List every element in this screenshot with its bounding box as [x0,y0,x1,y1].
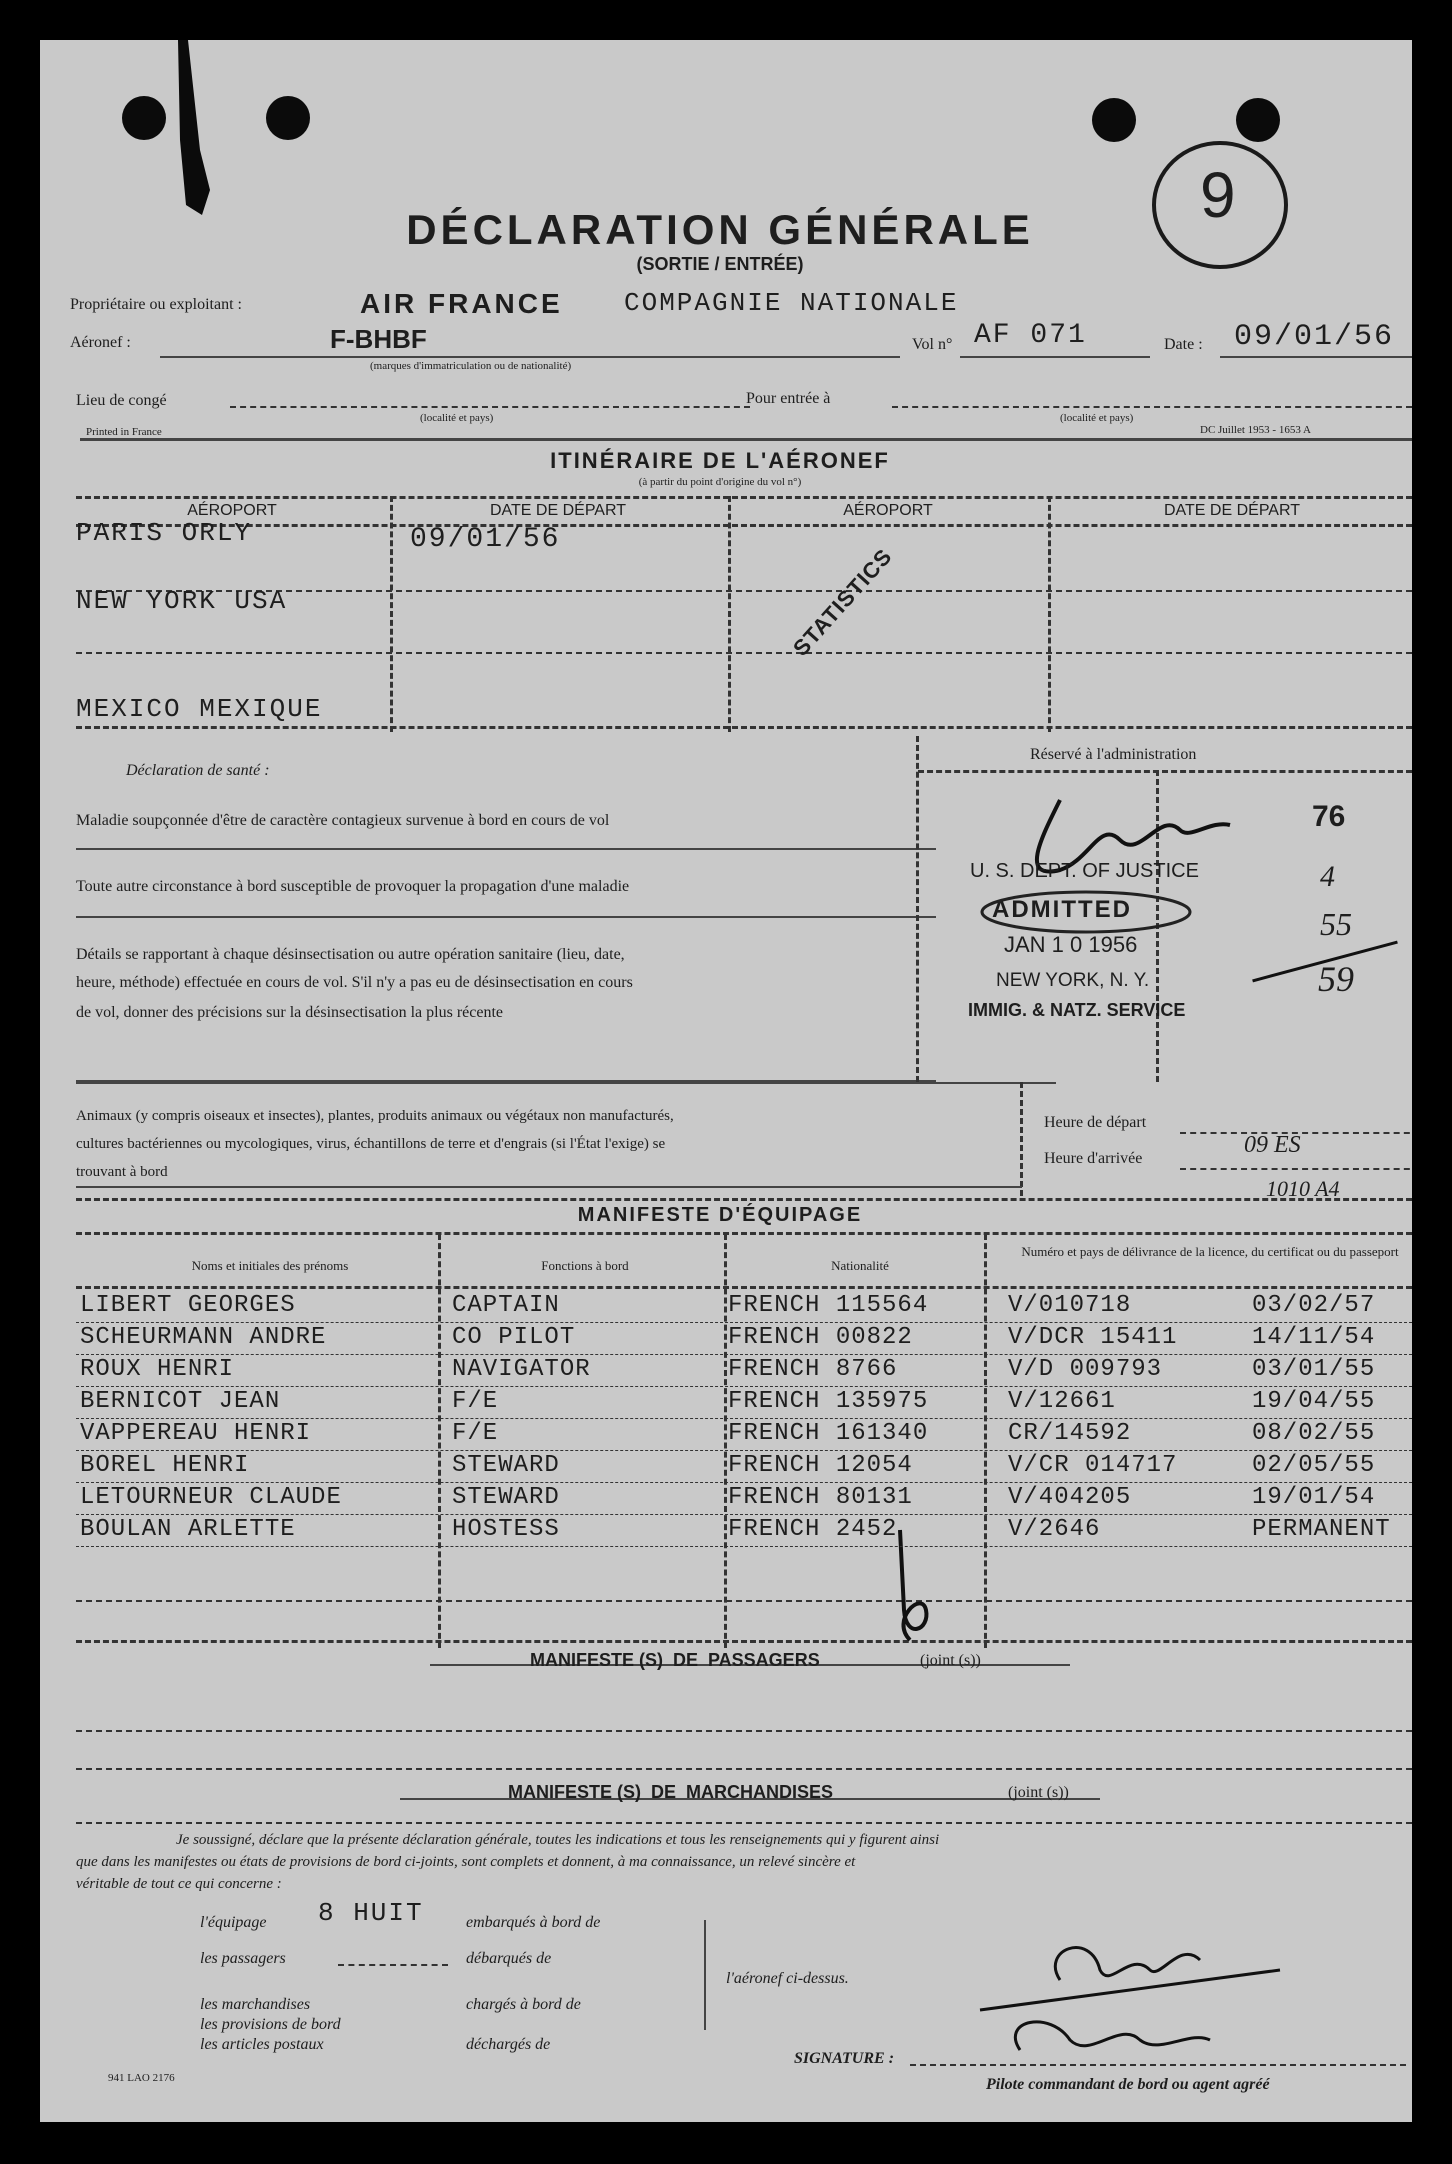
footer-code: 941 LAO 2176 [108,2072,175,2084]
crew-name: BERNICOT JEAN [80,1388,281,1415]
crew-nationality: FRENCH 00822 [728,1324,913,1351]
animals-line-c: trouvant à bord [76,1164,168,1180]
owner-value: AIR FRANCE [360,288,563,319]
section-divider [76,1768,1412,1770]
crew-col-divider [984,1234,987,1648]
crew-name: BOULAN ARLETTE [80,1516,296,1543]
crew-name: LIBERT GEORGES [80,1292,296,1319]
health-title: Déclaration de santé : [126,762,270,779]
entry-note: (localité et pays) [1060,412,1134,424]
crew-name: ROUX HENRI [80,1356,235,1383]
crew-license-date: 19/04/55 [1252,1388,1376,1415]
health-line-2: Toute autre circonstance à bord susceptible de provoquer la propagation d'une maladie [76,878,630,895]
crew-license-date: 14/11/54 [1252,1324,1376,1351]
crew-name: LETOURNEUR CLAUDE [80,1484,342,1511]
crew-function: F/E [452,1388,499,1415]
animals-line-b: cultures bactériennes ou mycologiques, virus, échantillons de terre et d'engrais (si l'État l'exige) se [76,1136,666,1152]
date-label: Date : [1164,336,1203,353]
itinerary-note: (à partir du point d'origine du vol n°) [638,476,802,488]
signature-line [910,2064,1406,2066]
crew-header-nationality: Nationalité [831,1258,889,1273]
departure-time-label: Heure de départ [1044,1114,1147,1131]
clearance-line [230,406,750,408]
decl-pax-line [338,1964,448,1966]
decl-unloaded: déchargés de [466,2036,551,2053]
crew-license: V/DCR 15411 [1008,1324,1178,1351]
admission-stamp-service: IMMIG. & NATZ. SERVICE [968,1000,1186,1020]
crew-rule-blank [76,1600,1412,1602]
crew-rule-title [76,1232,1412,1235]
crew-license-date: 03/02/57 [1252,1292,1376,1319]
crew-row-rule [76,1514,1412,1515]
crew-row-rule [76,1354,1412,1355]
crew-nationality: FRENCH 8766 [728,1356,898,1383]
binding-mark [160,40,220,240]
declaration-line-2: que dans les manifestes ou états de provisions de bord ci-joints, sont complets et donnent, à ma connaissance, un relevé sincère et [76,1854,856,1870]
punch-hole [1092,98,1136,142]
passengers-joint: (joint (s)) [920,1652,981,1669]
arrival-time-value: 09 ES [1244,1132,1301,1158]
admission-stamp-oval [976,888,1196,936]
admin-hand-55: 55 [1320,906,1352,942]
crew-license-date: 19/01/54 [1252,1484,1376,1511]
crew-header-function: Fonctions à bord [541,1258,629,1273]
date-value: 09/01/56 [1234,320,1395,354]
form-title: DÉCLARATION GÉNÉRALE [406,206,1034,253]
crew-title: MANIFESTE D'ÉQUIPAGE [577,1204,863,1226]
crew-license: V/010718 [1008,1292,1132,1319]
crew-rule-bottom [76,1640,1412,1643]
declaration-line-1: Je soussigné, déclare que la présente déclaration générale, toutes les indications et tous les renseignements qui y figurent ainsi [176,1832,940,1848]
aircraft-line [160,356,900,358]
crew-col-divider [438,1234,441,1648]
crew-function: STEWARD [452,1484,560,1511]
crew-license: V/CR 014717 [1008,1452,1178,1479]
decl-goods-label: les marchandises [200,1996,311,2013]
crew-license-date: 03/01/55 [1252,1356,1376,1383]
crew-row-rule [76,1450,1412,1451]
admin-hand-4: 4 [1320,860,1335,893]
decl-aircraft-above: l'aéronef ci-dessus. [726,1970,849,1987]
crew-license-date: PERMANENT [1252,1516,1391,1543]
itinerary-header-airport-1: AÉROPORT [187,502,277,519]
itinerary-rule-top [76,496,1412,499]
crew-nationality: FRENCH 161340 [728,1420,929,1447]
crew-rule-top [76,1198,1412,1201]
decl-bracket [704,1920,706,2030]
health-line-3c: de vol, donner des précisions sur la désinsectisation la plus récente [76,1004,503,1021]
itinerary-col-divider [728,496,731,732]
admission-stamp-city: NEW YORK, N. Y. [996,970,1150,991]
punch-hole [266,96,310,140]
decl-disembarked: débarqués de [466,1950,552,1967]
aircraft-note: (marques d'immatriculation ou de nationalité) [370,360,572,372]
itinerary-row-rule [76,652,1412,654]
decl-crew-value: 8 HUIT [318,1898,424,1928]
crew-nationality: FRENCH 2452 [728,1516,898,1543]
admin-divider [916,736,919,1082]
clearance-label: Lieu de congé [76,392,167,409]
crew-function: STEWARD [452,1452,560,1479]
flight-value: AF 071 [974,320,1087,351]
crew-row-rule [76,1418,1412,1419]
itinerary-header-date-2: DATE DE DÉPART [1163,502,1301,519]
arrival-time-line [1180,1168,1412,1170]
crew-nationality: FRENCH 12054 [728,1452,913,1479]
passengers-title: MANIFESTE (S) DE PASSAGERS [530,1650,820,1670]
crew-rule-header [76,1286,1412,1289]
itinerary-airport-1: PARIS ORLY [76,518,253,548]
statistics-stamp: STATISTICS [788,543,897,661]
decl-pax-label: les passagers [200,1950,286,1967]
admin-title: Réservé à l'administration [1030,746,1197,763]
itinerary-header-airport-2: AÉROPORT [843,502,933,519]
signature-role: Pilote commandant de bord ou agent agréé [986,2076,1270,2093]
crew-row-rule [76,1482,1412,1483]
arrival-time-label: Heure d'arrivée [1044,1150,1143,1167]
health-rule [76,916,936,918]
crew-license: CR/14592 [1008,1420,1132,1447]
crew-name: BOREL HENRI [80,1452,250,1479]
decl-loaded: chargés à bord de [466,1996,581,2013]
date-line [1220,356,1412,358]
health-line-3a: Détails se rapportant à chaque désinsectisation ou autre opération sanitaire (lieu, date, [76,946,625,963]
admin-number-76: 76 [1312,800,1346,833]
itinerary-rule-header [76,524,1412,527]
signature-label: SIGNATURE : [794,2050,895,2067]
cargo-joint: (joint (s)) [1008,1784,1069,1801]
health-line-1: Maladie soupçonnée d'être de caractère contagieux survenue à bord en cours de vol [76,812,610,829]
cargo-title: MANIFESTE (S) DE MARCHANDISES [508,1782,834,1802]
itinerary-airport-2: NEW YORK USA [76,586,288,616]
captain-signature [960,1910,1320,2070]
decl-crew-label: l'équipage [200,1914,267,1931]
itinerary-col-divider [1048,496,1051,732]
crew-header-license: Numéro et pays de délivrance de la licence, du certificat ou du passeport [1021,1244,1399,1259]
crew-row-rule [76,1546,1412,1547]
itinerary-date-1: 09/01/56 [410,524,561,555]
health-line-3b: heure, méthode) effectuée en cours de vol. S'il n'y a pas eu de désinsectisation en cours [76,974,633,991]
crew-function: CAPTAIN [452,1292,560,1319]
decl-postal-label: les articles postaux [200,2036,324,2053]
cargo-rule-bottom [76,1822,1412,1824]
admission-stamp-admitted: ADMITTED [992,896,1132,923]
crew-function: CO PILOT [452,1324,576,1351]
crew-license-date: 02/05/55 [1252,1452,1376,1479]
itinerary-airport-3: MEXICO MEXIQUE [76,694,323,724]
admission-stamp-date: JAN 1 0 1956 [1004,932,1138,957]
decl-provisions-label: les provisions de bord [200,2016,341,2033]
animals-rule-bottom [76,1186,1022,1188]
itinerary-rule-bottom [76,726,1412,729]
itinerary-header-date-1: DATE DE DÉPART [489,502,627,519]
aircraft-value: F-BHBF [330,324,427,354]
owner-typed: COMPAGNIE NATIONALE [624,288,959,318]
animals-line-a: Animaux (y compris oiseaux et insectes), plantes, produits animaux ou végétaux non manufacturés, [76,1108,674,1124]
crew-name: SCHEURMANN ANDRE [80,1324,327,1351]
health-rule [76,848,936,850]
clearance-note: (localité et pays) [420,412,494,424]
admission-stamp-dept: U. S. DEPT. OF JUSTICE [970,860,1199,882]
entry-label: Pour entrée à [746,390,831,407]
crew-name: VAPPEREAU HENRI [80,1420,312,1447]
printer-note: Printed in France [86,426,162,438]
crew-col-divider [724,1234,727,1648]
form-code: DC Juillet 1953 - 1653 A [1200,424,1311,436]
crew-nationality: FRENCH 135975 [728,1388,929,1415]
declaration-line-3: véritable de tout ce qui concerne : [76,1876,282,1892]
decl-embarked: embarqués à bord de [466,1914,601,1931]
owner-label: Propriétaire ou exploitant : [70,296,242,313]
section-rule [80,438,1412,441]
page-number: 9 [1200,159,1236,231]
crew-row-rule [76,1322,1412,1323]
flight-label: Vol n° [912,336,953,353]
admin-hand-59: 59 [1318,959,1354,999]
admin-rule [918,770,1412,773]
times-extra: 1010 A4 [1266,1176,1340,1201]
crew-row-rule [76,1386,1412,1387]
crew-function: NAVIGATOR [452,1356,591,1383]
crew-function: HOSTESS [452,1516,560,1543]
crew-license: V/D 009793 [1008,1356,1163,1383]
crew-function: F/E [452,1420,499,1447]
crew-license: V/404205 [1008,1484,1132,1511]
crew-license: V/12661 [1008,1388,1116,1415]
animals-rule-top [76,1082,1056,1084]
form-subtitle: (SORTIE / ENTRÉE) [636,254,804,274]
aircraft-label: Aéronef : [70,334,131,351]
crew-nationality: FRENCH 115564 [728,1292,929,1319]
passengers-rule-bottom [76,1730,1412,1732]
crew-header-name: Noms et initiales des prénoms [191,1258,349,1273]
itinerary-title: ITINÉRAIRE DE L'AÉRONEF [550,448,890,473]
animals-divider [1020,1082,1023,1196]
crew-nationality: FRENCH 80131 [728,1484,913,1511]
entry-line [892,406,1412,408]
document-page [40,40,1412,2122]
crew-license: V/2646 [1008,1516,1101,1543]
itinerary-col-divider [390,496,393,732]
crew-license-date: 08/02/55 [1252,1420,1376,1447]
flight-line [960,356,1150,358]
